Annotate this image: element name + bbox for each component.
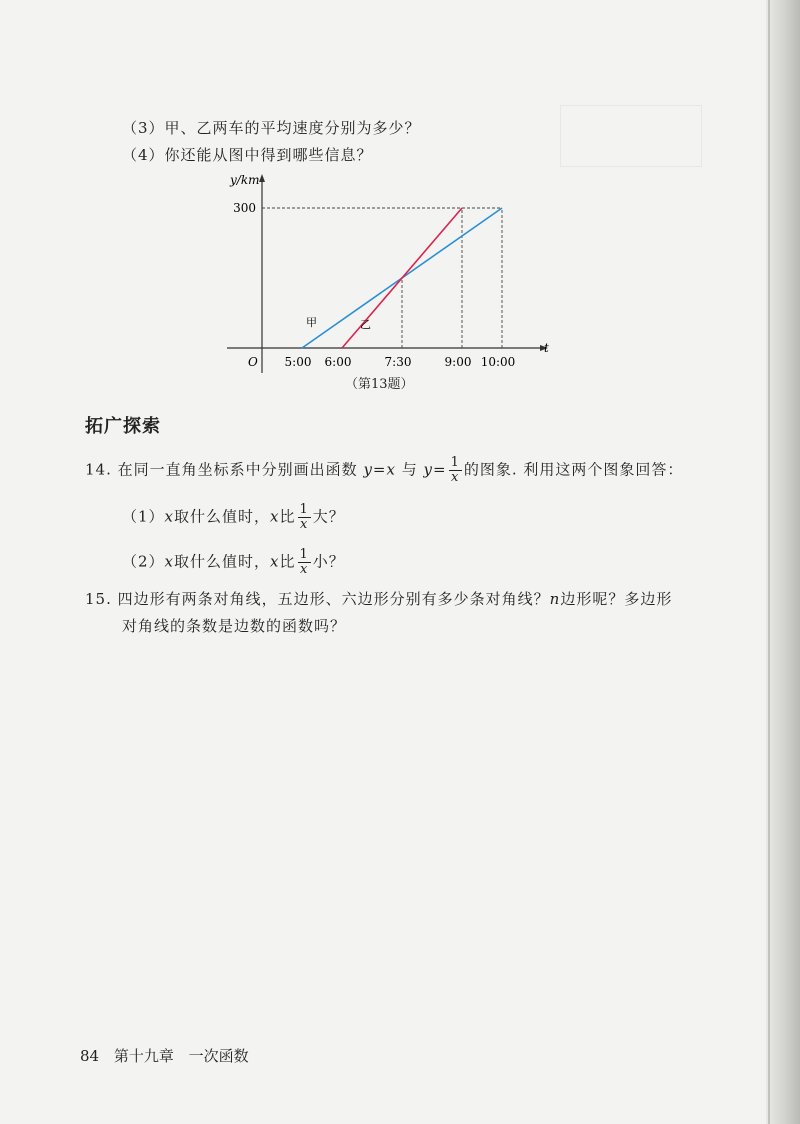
q14-stem xyxy=(85,456,683,485)
series-label-yi: 乙 xyxy=(360,318,371,331)
q14-intro: 在同一直角坐标系中分别画出函数 xyxy=(117,460,358,479)
q14-number: 14. xyxy=(85,460,112,479)
q14-part1-frac-den: x xyxy=(299,517,309,532)
chart-axes xyxy=(227,174,548,373)
q15-line2: 对角线的条数是边数的函数吗？ xyxy=(122,617,347,635)
q15-line1 xyxy=(85,588,672,610)
q13-chart xyxy=(222,168,562,373)
q14-fraction xyxy=(449,456,462,485)
q14-and: 与 xyxy=(401,460,418,479)
q14-part1 xyxy=(122,503,345,532)
q14-part1-var: x xyxy=(164,507,175,526)
q14-tail: 的图象. 利用这两个图象回答： xyxy=(463,460,684,479)
q13-part3: （3）甲、乙两车的平均速度分别为多少？ xyxy=(122,119,421,137)
q15-text-b: 边形呢？多边形 xyxy=(560,590,673,608)
q14-part1-compare: 比 xyxy=(279,507,296,526)
q13-caption: （第13题） xyxy=(345,377,414,392)
chapter-label: 第十九章 xyxy=(113,1047,174,1065)
q14-func1: y=x xyxy=(363,460,396,479)
q14-func2-lhs: y= xyxy=(423,460,447,479)
q14-part1-fraction xyxy=(298,503,311,532)
x-tick-label: 10:00 xyxy=(480,355,516,369)
q14-part2-fraction xyxy=(298,548,311,577)
q14-part1-end: 大？ xyxy=(312,507,345,526)
series-label-jia: 甲 xyxy=(306,316,317,329)
q14-part2 xyxy=(122,548,345,577)
q13-part4: （4）你还能从图中得到哪些信息？ xyxy=(122,146,373,164)
q14-part2-frac-den: x xyxy=(299,562,309,577)
page-edge-line xyxy=(768,0,770,1124)
y-axis-label: y/km xyxy=(230,173,260,187)
q14-part2-frac-num: 1 xyxy=(299,547,309,562)
q14-part2-compare: 比 xyxy=(279,552,296,571)
section-heading: 拓广探索 xyxy=(85,416,161,437)
chart-labels xyxy=(229,173,549,369)
q14-frac-num: 1 xyxy=(450,455,460,470)
q14-part1-text: 取什么值时， xyxy=(174,507,271,526)
page-number: 84 xyxy=(80,1047,100,1065)
q14-part2-label: （2） xyxy=(122,552,165,571)
x-tick-label: 5:00 xyxy=(284,355,312,369)
q14-frac-den: x xyxy=(451,470,460,485)
x-tick-label: 6:00 xyxy=(324,355,352,369)
x-tick-label: 9:00 xyxy=(444,355,472,369)
q14-part2-var2: x xyxy=(270,552,280,571)
page-edge xyxy=(766,0,800,1124)
y-tick-label: 300 xyxy=(233,201,256,215)
q14-part1-var2: x xyxy=(270,507,280,526)
q14-part1-label: （1） xyxy=(122,507,165,526)
x-tick-label: 7:30 xyxy=(384,355,412,369)
x-axis-label: t xyxy=(544,341,549,355)
chart-guides xyxy=(262,208,502,348)
q14-part2-text: 取什么值时， xyxy=(174,552,271,571)
show-through-shadow xyxy=(560,105,702,167)
q14-part1-frac-num: 1 xyxy=(299,502,309,517)
q14-part2-var: x xyxy=(164,552,175,571)
origin-label: O xyxy=(248,355,258,369)
q15-var-n: n xyxy=(549,590,561,608)
y-axis-arrow xyxy=(259,174,265,182)
q15-text-a: 15. 四边形有两条对角线，五边形、六边形分别有多少条对角线？ xyxy=(85,590,550,608)
q14-part2-end: 小？ xyxy=(312,552,345,571)
page-footer xyxy=(80,1045,259,1066)
chapter-title: 一次函数 xyxy=(188,1047,249,1065)
